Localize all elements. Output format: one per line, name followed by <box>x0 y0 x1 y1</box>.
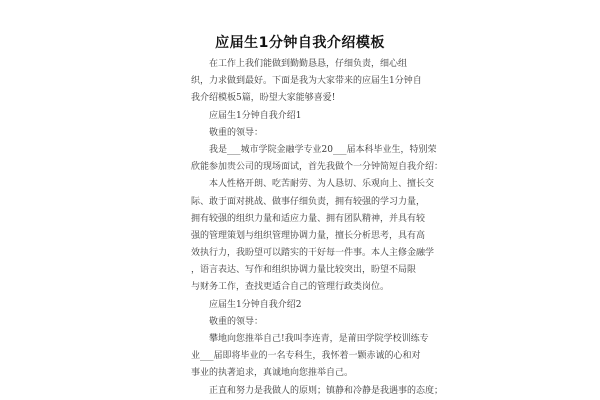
body-line: 事业的执著追求，真诚地向您推举自己。 <box>191 368 354 379</box>
document-body <box>191 56 444 400</box>
body-line: 我介绍模板5篇，盼望大家能够喜爱! <box>191 93 336 104</box>
body-line: 在工作上我们能做到勤勤恳恳，仔细负责，细心组 <box>191 59 408 69</box>
body-line: 织，力求做到最好。下面是我为大家带来的应届生1分钟自 <box>191 76 422 87</box>
body-line: 拥有较强的组织力量和适应力量、拥有团队精神，并具有较 <box>191 213 426 224</box>
body-line: 我是___城市学院金融学专业20___届本科毕业生，特别荣 <box>191 144 437 155</box>
body-line: 业___届即将毕业的一名专科生，我怀着一颗赤诚的心和对 <box>191 351 421 362</box>
body-line: ，语言表达、写作和组织协调力量比较突出，盼望不局限 <box>191 265 417 276</box>
document-title: 应届生1分钟自我介绍模板 <box>215 35 385 51</box>
body-line: 与财务工作，查找更适合自己的管理行政类岗位。 <box>191 282 390 293</box>
section-heading: 应届生1分钟自我介绍1 <box>191 110 302 121</box>
body-line: 效执行力，我盼望可以踏实的干好每一件事。本人主修金融学 <box>191 248 435 259</box>
body-line: 正直和努力是我做人的原则；镇静和冷静是我遇事的态度； <box>191 385 444 396</box>
section-heading: 应届生1分钟自我介绍2 <box>191 299 302 310</box>
body-line: 际、敢于面对挑战、做事仔细负责，拥有较强的学习力量， <box>191 196 426 207</box>
body-line: 攀地向您推举自己!我叫李连青，是莆田学院学校训练专 <box>191 334 429 344</box>
body-line: 强的管理策划与组织管理协调力量，擅长分析思考，具有高 <box>191 230 426 241</box>
salutation: 敬重的领导： <box>191 127 264 138</box>
salutation: 敬重的领导： <box>191 316 264 327</box>
body-line: 欣能参加贵公司的现场面试，首先我做个一分钟简短自我介绍： <box>191 162 444 173</box>
body-line: 本人性格开朗、吃苦耐劳、为人恳切、乐观向上、擅长交 <box>191 179 435 190</box>
